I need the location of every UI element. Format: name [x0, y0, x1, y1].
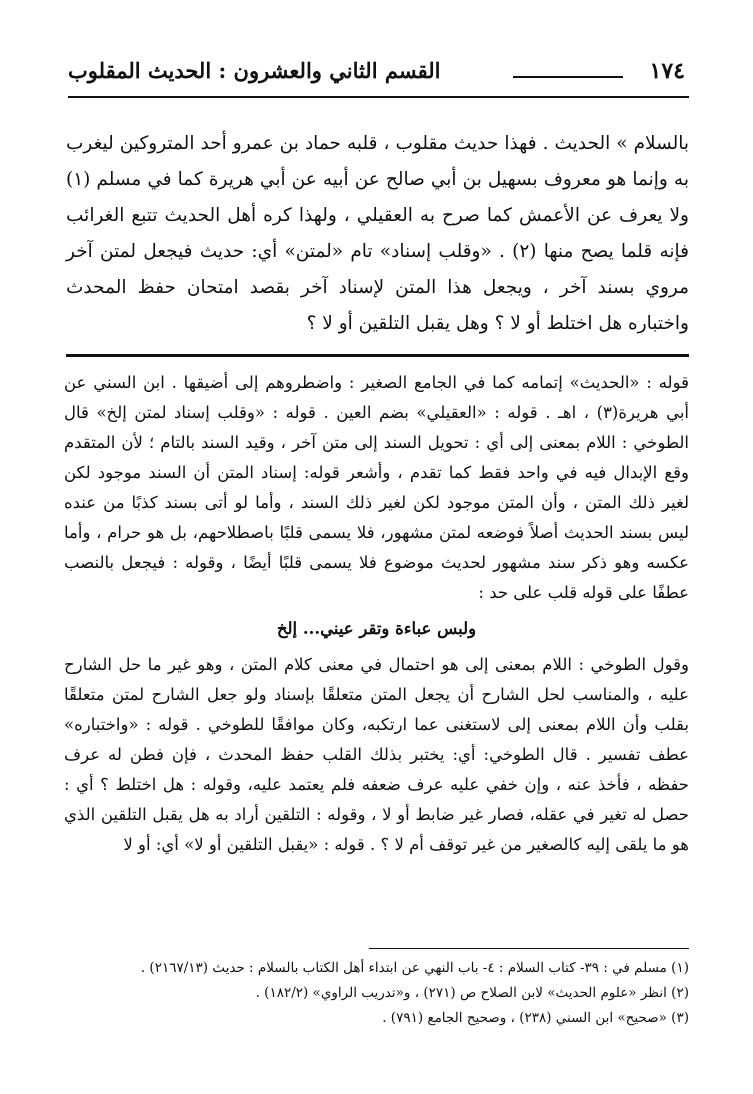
commentary-block [64, 368, 689, 860]
footnote: (٣) «صحيح» ابن السني (٢٣٨) ، وصحيح الجامع (٧٩١) . [382, 1010, 689, 1026]
main-text [66, 126, 689, 342]
running-title: القسم الثاني والعشرون : الحديث المقلوب [68, 58, 441, 83]
main-paragraph: بالسلام » الحديث . فهذا حديث مقلوب ، قلبه حماد بن عمرو أحد المتروكين ليغرب به وإنما هو معروف بسهيل بن أبي صالح عن أبيه عن أبي هريرة كما في مسلم (١) ولا يعرف عن الأعمش كما صرح به العقيلي ، ولهذا كره أهل الحديث تتبع الغرائب فإنه قلما يصح منها (٢) . «وقلب إسناد» تام «لمتن» أي: حديث فيجعل لمتن آخر مروي بسند آخر ، ويجعل هذا المتن لإسناد آخر بقصد امتحان حفظ المحدث واختباره هل اختلط أو لا ؟ وهل يقبل التلقين أو لا ؟ [66, 133, 689, 334]
footnotes [70, 956, 689, 1031]
section-divider [66, 354, 689, 357]
footnote-divider [369, 948, 689, 949]
header-rule [513, 76, 623, 78]
footnote: (٢) انظر «علوم الحديث» لابن الصلاح ص (٢٧١) ، و«تدريب الراوي» (١٨٢/٢) . [255, 985, 689, 1001]
footnote: (١) مسلم في : ٣٩- كتاب السلام : ٤- باب النهي عن ابتداء أهل الكتاب بالسلام : حديث (٢١٦٧/١٣) . [140, 960, 689, 976]
page-number: ١٧٤ [649, 58, 685, 84]
commentary-paragraph-1: قوله : «الحديث» إتمامه كما في الجامع الصغير : واضطروهم إلى أضيقها . ابن السني عن أبي هريرة(٣) ، اهـ . قوله : «العقيلي» بضم العين . قوله : «وقلب إسناد لمتن إلخ» قال الطوخي : اللام بمعنى إلى أي : تحويل السند إلى متن آخر ، وقيد السند بالتام ؛ لأن المتقدم وقع الإبدال فيه في واحد فقط كما تقدم ، وأشعر قوله: إسناد المتن أن السند موجود لكن لغير ذلك المتن ، وأن المتن موجود لكن لغير ذلك السند ، وأما لو أتى بسند كذبًا من عنده ليس بسند الحديث أصلاً فوضعه لمتن مشهور، فلا يسمى قلبًا باصطلاحهم، بل هو حرام ، وأما عكسه وهو ذكر سند مشهور لحديث موضوع فلا يسمى قلبًا أيضًا ، وقوله : فيجعل بالنصب عطفًا على قوله قلب على حد : [64, 373, 689, 602]
page-header [68, 50, 689, 98]
verse-line: ولبس عباءة وتقر عيني... إلخ [276, 619, 477, 638]
commentary-paragraph-2: وقول الطوخي : اللام بمعنى إلى هو احتمال في معنى كلام المتن ، وهو غير ما حل الشارح عليه ، والمناسب لحل الشارح أن يجعل المتن متعلقًا بإسناد ولو جعل الشارح لمتن متعلقًا بقلب وأن اللام بمعنى إلى لاستغنى عما ارتكبه، وكان موافقًا للطوخي . قوله : «واختباره» عطف تفسير . قال الطوخي: أي: يختبر بذلك القلب حفظ المحدث ، فإن فطن له عرف حفظه ، فأخذ عنه ، وإن خفي عليه عرف ضعفه فلم يعتمد عليه، وقوله : هل اختلط ؟ أي : حصل له تغير في عقله، فصار غير ضابط أو لا ، وقوله : التلقين أراد به هل يقبل التلقين الذي هو ما يلقى إليه كالصغير من غير توقف أم لا ؟ . قوله : «يقبل التلقين أو لا» أي: أو لا [64, 655, 689, 854]
